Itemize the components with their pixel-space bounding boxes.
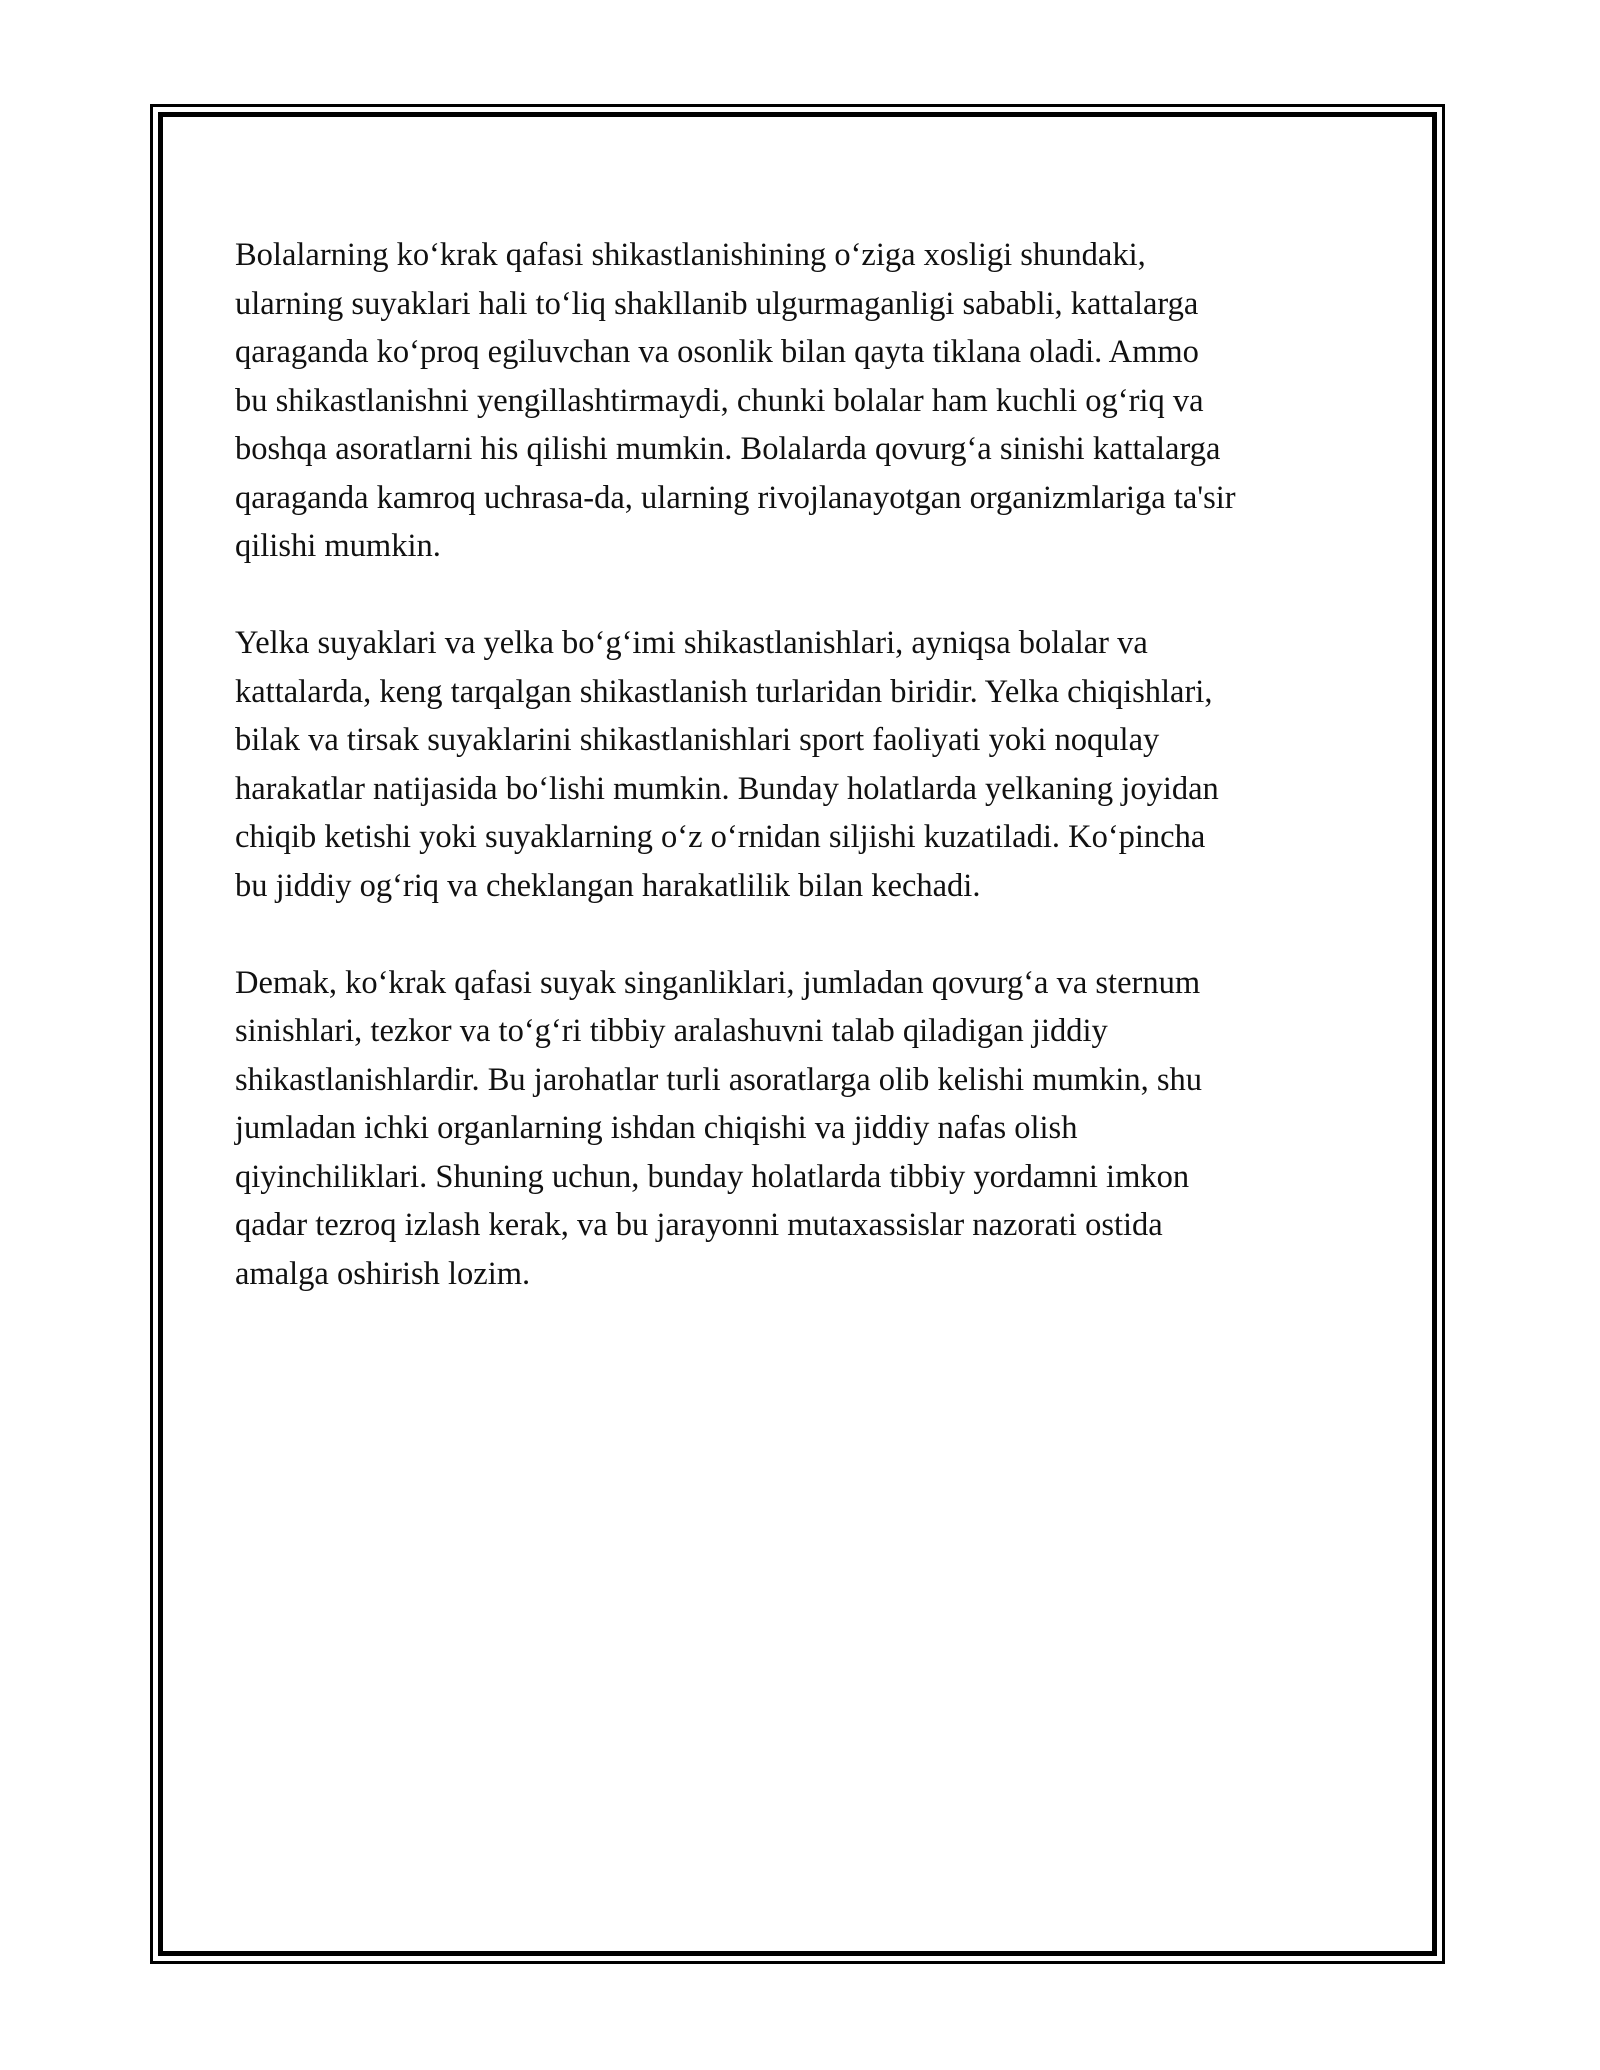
paragraph-shoulder-injuries: Yelka suyaklari va yelka bo‘g‘imi shikastlanishlari, ayniqsa bolalar va kattalarda, keng tarqalgan shikastlanish turlaridan biridir. Yelka chiqishlari, bilak va tirsak suyaklarini shikastlanishlari sport faoliyati yoki noqulay harakatlar natijasida bo‘lishi mumkin. Bunday holatlarda yelkaning joyidan chiqib ketishi yoki suyaklarning o‘z o‘rnidan siljishi kuzatiladi. Ko‘pincha bu jiddiy og‘riq va cheklangan harakatlilik bilan kechadi. xyxy=(235,625,1219,904)
paragraph-children-chest-injuries: Bolalarning ko‘krak qafasi shikastlanishining o‘ziga xosligi shundaki, ularning suyaklari hali to‘liq shakllanib ulgurmaganligi sababli, kattalarga qaraganda ko‘proq egiluvchan va osonlik bilan qayta tiklana oladi. Ammo bu shikastlanishni yengillashtirmaydi, chunki bolalar ham kuchli og‘riq va boshqa asoratlarni his qilishi mumkin. Bolalarda qovurg‘a sinishi kattalarga qaraganda kamroq uchrasa-da, ularning rivojlanayotgan organizmlariga ta'sir qilishi mumkin. xyxy=(235,237,1236,564)
document-body xyxy=(235,231,1375,1347)
paragraph-conclusion: Demak, ko‘krak qafasi suyak singanliklari, jumladan qovurg‘a va sternum sinishlari, tezkor va to‘g‘ri tibbiy aralashuvni talab qiladigan jiddiy shikastlanishlardir. Bu jarohatlar turli asoratlarga olib kelishi mumkin, shu jumladan ichki organlarning ishdan chiqishi va jiddiy nafas olish qiyinchiliklari. Shuning uchun, bunday holatlarda tibbiy yordamni imkon qadar tezroq izlash kerak, va bu jarayonni mutaxassislar nazorati ostida amalga oshirish lozim. xyxy=(235,964,1203,1292)
